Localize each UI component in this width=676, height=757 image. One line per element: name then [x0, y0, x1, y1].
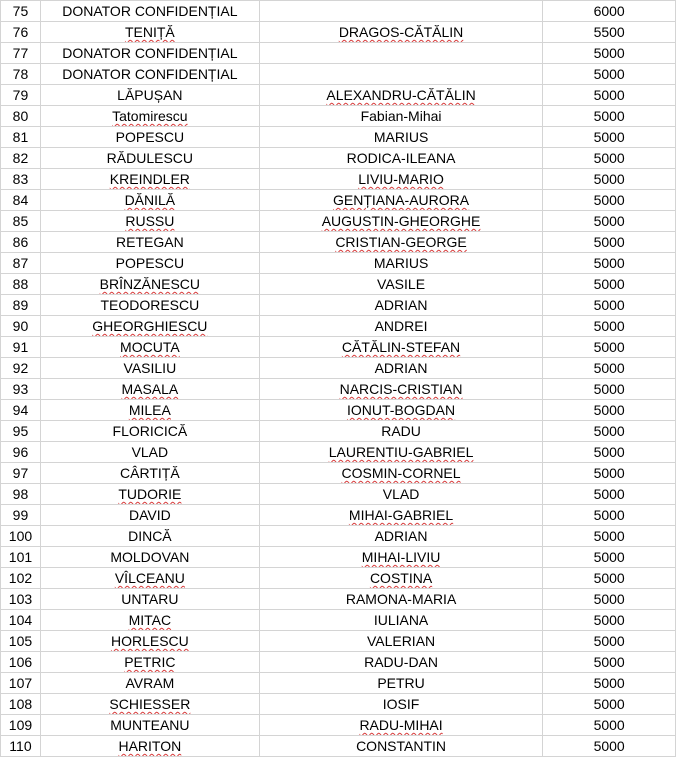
table-row [1, 337, 676, 358]
last-name-text: CÂRTIȚĂ [120, 465, 180, 481]
row-header[interactable]: 102 [1, 568, 41, 589]
table-row [1, 610, 676, 631]
first-name-text: RADU-MIHAI [359, 717, 443, 733]
cell-first-name[interactable] [259, 715, 543, 736]
last-name-text: LĂPUȘAN [117, 87, 183, 103]
table-row [1, 1, 676, 22]
cell-amount[interactable]: 5000 [543, 316, 676, 337]
table-row [1, 400, 676, 421]
cell-first-name[interactable] [259, 673, 543, 694]
table-row [1, 148, 676, 169]
table-row [1, 22, 676, 43]
last-name-text: DAVID [128, 507, 171, 523]
cell-last-name[interactable] [40, 127, 259, 148]
cell-amount[interactable]: 5000 [543, 421, 676, 442]
cell-first-name[interactable] [259, 358, 543, 379]
cell-last-name[interactable] [40, 505, 259, 526]
cell-amount[interactable]: 5000 [543, 295, 676, 316]
last-name-text: SCHIESSER [109, 696, 191, 712]
last-name-text: RETEGAN [116, 234, 184, 250]
table-row [1, 631, 676, 652]
cell-first-name[interactable] [259, 43, 543, 64]
row-header[interactable]: 99 [1, 505, 41, 526]
first-name-text: COSMIN-CORNEL [341, 465, 461, 481]
row-header[interactable]: 88 [1, 274, 41, 295]
cell-last-name[interactable] [40, 22, 259, 43]
cell-last-name[interactable] [40, 379, 259, 400]
last-name-text: TEODORESCU [100, 297, 200, 313]
cell-first-name[interactable] [259, 736, 543, 757]
row-header[interactable]: 96 [1, 442, 41, 463]
cell-first-name[interactable] [259, 127, 543, 148]
first-name-text: ADRIAN [374, 360, 428, 376]
last-name-text: VLAD [131, 444, 169, 460]
cell-last-name[interactable] [40, 526, 259, 547]
cell-first-name[interactable] [259, 295, 543, 316]
cell-amount[interactable]: 5000 [543, 505, 676, 526]
last-name-text: VÎLCEANU [114, 570, 185, 586]
first-name-text: AUGUSTIN-GHEORGHE [321, 213, 481, 229]
cell-first-name[interactable] [259, 400, 543, 421]
table-row [1, 169, 676, 190]
row-header[interactable]: 82 [1, 148, 41, 169]
cell-amount[interactable]: 5000 [543, 190, 676, 211]
table-row [1, 673, 676, 694]
last-name-text: BRÎNZĂNESCU [99, 276, 201, 292]
row-header[interactable]: 106 [1, 652, 41, 673]
row-header[interactable]: 93 [1, 379, 41, 400]
cell-last-name[interactable] [40, 547, 259, 568]
first-name-text: IOSIF [382, 696, 420, 712]
cell-first-name[interactable] [259, 463, 543, 484]
last-name-text: MITAC [128, 612, 172, 628]
cell-amount[interactable]: 5000 [543, 442, 676, 463]
cell-amount[interactable]: 5000 [543, 148, 676, 169]
first-name-text: ALEXANDRU-CĂTĂLIN [326, 87, 476, 103]
cell-last-name[interactable] [40, 211, 259, 232]
cell-last-name[interactable] [40, 568, 259, 589]
table-row [1, 379, 676, 400]
table-row [1, 190, 676, 211]
table-row [1, 547, 676, 568]
cell-first-name[interactable] [259, 274, 543, 295]
first-name-text: LAURENTIU-GABRIEL [328, 444, 474, 460]
row-header[interactable]: 92 [1, 358, 41, 379]
first-name-text: RAMONA-MARIA [345, 591, 457, 607]
cell-last-name[interactable] [40, 85, 259, 106]
cell-amount[interactable]: 5000 [543, 694, 676, 715]
first-name-text: IULIANA [373, 612, 429, 628]
row-header[interactable]: 84 [1, 190, 41, 211]
last-name-text: MOCUTA [120, 339, 180, 355]
cell-last-name[interactable] [40, 358, 259, 379]
last-name-text: FLORICICĂ [112, 423, 188, 439]
table-row [1, 358, 676, 379]
table-row [1, 652, 676, 673]
first-name-text: NARCIS-CRISTIAN [339, 381, 463, 397]
table-row [1, 484, 676, 505]
cell-amount[interactable]: 5000 [543, 610, 676, 631]
table-row [1, 295, 676, 316]
last-name-text: DONATOR CONFIDENȚIAL [62, 3, 238, 19]
last-name-text: MOLDOVAN [110, 549, 190, 565]
cell-last-name[interactable] [40, 463, 259, 484]
first-name-text: GENȚIANA-AURORA [332, 192, 470, 208]
last-name-text: GHEORGHIESCU [92, 318, 208, 334]
table-row [1, 442, 676, 463]
cell-first-name[interactable] [259, 148, 543, 169]
first-name-text: DRAGOS-CĂTĂLIN [338, 24, 464, 40]
cell-amount[interactable]: 5000 [543, 526, 676, 547]
cell-amount[interactable]: 5000 [543, 379, 676, 400]
row-header[interactable]: 108 [1, 694, 41, 715]
table-row [1, 232, 676, 253]
cell-first-name[interactable] [259, 652, 543, 673]
first-name-text: VALERIAN [366, 633, 436, 649]
cell-last-name[interactable] [40, 316, 259, 337]
cell-first-name[interactable] [259, 64, 543, 85]
last-name-text: TENIȚĂ [124, 24, 175, 40]
last-name-text: DINCĂ [128, 528, 172, 544]
table-row [1, 64, 676, 85]
last-name-text: KREINDLER [109, 171, 190, 187]
cell-amount[interactable]: 5000 [543, 64, 676, 85]
cell-last-name[interactable] [40, 295, 259, 316]
table-row [1, 106, 676, 127]
last-name-text: MASALA [121, 381, 179, 397]
cell-first-name[interactable] [259, 589, 543, 610]
last-name-text: DONATOR CONFIDENȚIAL [62, 66, 238, 82]
row-header[interactable]: 89 [1, 295, 41, 316]
cell-last-name[interactable] [40, 610, 259, 631]
first-name-text: VLAD [382, 486, 420, 502]
row-header[interactable]: 101 [1, 547, 41, 568]
row-header[interactable]: 87 [1, 253, 41, 274]
first-name-text: ADRIAN [374, 297, 428, 313]
row-header[interactable]: 90 [1, 316, 41, 337]
cell-amount[interactable]: 5000 [543, 106, 676, 127]
last-name-text: VASILIU [123, 360, 177, 376]
cell-first-name[interactable] [259, 484, 543, 505]
row-header[interactable]: 81 [1, 127, 41, 148]
last-name-text: Tatomirescu [112, 108, 188, 124]
cell-amount[interactable]: 5000 [543, 43, 676, 64]
row-header[interactable]: 103 [1, 589, 41, 610]
cell-last-name[interactable] [40, 169, 259, 190]
cell-last-name[interactable] [40, 736, 259, 757]
cell-first-name[interactable] [259, 85, 543, 106]
cell-first-name[interactable] [259, 232, 543, 253]
cell-last-name[interactable] [40, 274, 259, 295]
last-name-text: MUNTEANU [110, 717, 190, 733]
row-header[interactable]: 110 [1, 736, 41, 757]
cell-last-name[interactable] [40, 631, 259, 652]
row-header[interactable]: 77 [1, 43, 41, 64]
last-name-text: POPESCU [115, 129, 185, 145]
table-row [1, 736, 676, 757]
cell-last-name[interactable] [40, 442, 259, 463]
cell-amount[interactable]: 5000 [543, 400, 676, 421]
cell-first-name[interactable] [259, 211, 543, 232]
cell-last-name[interactable] [40, 232, 259, 253]
row-header[interactable]: 75 [1, 1, 41, 22]
last-name-text: UNTARU [121, 591, 179, 607]
first-name-text: VASILE [377, 276, 426, 292]
table-row [1, 253, 676, 274]
cell-amount[interactable]: 5000 [543, 232, 676, 253]
cell-first-name[interactable] [259, 505, 543, 526]
first-name-text: Fabian-Mihai [360, 108, 442, 124]
first-name-text: CONSTANTIN [356, 738, 447, 754]
row-header[interactable]: 91 [1, 337, 41, 358]
first-name-text: MARIUS [373, 255, 429, 271]
cell-first-name[interactable] [259, 631, 543, 652]
table-row [1, 421, 676, 442]
last-name-text: MILEA [128, 402, 171, 418]
table-row [1, 715, 676, 736]
cell-first-name[interactable] [259, 379, 543, 400]
first-name-text: MARIUS [373, 129, 429, 145]
first-name-text: COSTINA [369, 570, 433, 586]
cell-last-name[interactable] [40, 484, 259, 505]
cell-last-name[interactable] [40, 715, 259, 736]
cell-amount[interactable]: 5000 [543, 127, 676, 148]
cell-first-name[interactable] [259, 337, 543, 358]
table-row [1, 211, 676, 232]
first-name-text: CĂTĂLIN-STEFAN [341, 339, 461, 355]
cell-last-name[interactable] [40, 1, 259, 22]
cell-last-name[interactable] [40, 337, 259, 358]
cell-first-name[interactable] [259, 22, 543, 43]
cell-first-name[interactable] [259, 421, 543, 442]
table-row [1, 274, 676, 295]
table-row [1, 526, 676, 547]
row-header[interactable]: 83 [1, 169, 41, 190]
cell-amount[interactable]: 5000 [543, 736, 676, 757]
table-row [1, 316, 676, 337]
row-header[interactable]: 78 [1, 64, 41, 85]
table-row [1, 589, 676, 610]
last-name-text: DĂNILĂ [124, 192, 176, 208]
cell-first-name[interactable] [259, 169, 543, 190]
cell-last-name[interactable] [40, 652, 259, 673]
cell-amount[interactable]: 5000 [543, 274, 676, 295]
first-name-text: RODICA-ILEANA [346, 150, 456, 166]
row-header[interactable]: 76 [1, 22, 41, 43]
cell-amount[interactable]: 5000 [543, 358, 676, 379]
cell-first-name[interactable] [259, 568, 543, 589]
row-header[interactable]: 105 [1, 631, 41, 652]
cell-last-name[interactable] [40, 673, 259, 694]
row-header[interactable]: 80 [1, 106, 41, 127]
first-name-text: MIHAI-LIVIU [361, 549, 441, 565]
cell-first-name[interactable] [259, 190, 543, 211]
row-header[interactable]: 109 [1, 715, 41, 736]
cell-last-name[interactable] [40, 589, 259, 610]
cell-amount[interactable]: 5000 [543, 715, 676, 736]
first-name-text: LIVIU-MARIO [358, 171, 444, 187]
cell-last-name[interactable] [40, 400, 259, 421]
table-row [1, 85, 676, 106]
cell-last-name[interactable] [40, 43, 259, 64]
cell-amount[interactable]: 5000 [543, 169, 676, 190]
cell-first-name[interactable] [259, 1, 543, 22]
first-name-text: PETRU [377, 675, 425, 691]
row-header[interactable]: 104 [1, 610, 41, 631]
cell-amount[interactable]: 5000 [543, 652, 676, 673]
row-header[interactable]: 79 [1, 85, 41, 106]
cell-amount[interactable]: 5000 [543, 673, 676, 694]
cell-last-name[interactable] [40, 694, 259, 715]
cell-amount[interactable]: 5000 [543, 547, 676, 568]
last-name-text: AVRAM [125, 675, 175, 691]
cell-last-name[interactable] [40, 148, 259, 169]
row-header[interactable]: 98 [1, 484, 41, 505]
cell-first-name[interactable] [259, 316, 543, 337]
table-row [1, 127, 676, 148]
cell-first-name[interactable] [259, 106, 543, 127]
last-name-text: RUSSU [125, 213, 175, 229]
cell-last-name[interactable] [40, 421, 259, 442]
last-name-text: RĂDULESCU [106, 150, 194, 166]
cell-amount[interactable]: 5000 [543, 631, 676, 652]
first-name-text: RADU [381, 423, 421, 439]
cell-amount[interactable]: 5000 [543, 211, 676, 232]
cell-amount[interactable]: 5000 [543, 337, 676, 358]
row-header[interactable]: 97 [1, 463, 41, 484]
table-row [1, 694, 676, 715]
cell-first-name[interactable] [259, 610, 543, 631]
last-name-text: HORLESCU [110, 633, 189, 649]
table-row [1, 568, 676, 589]
cell-last-name[interactable] [40, 64, 259, 85]
row-header[interactable]: 107 [1, 673, 41, 694]
first-name-text: IONUT-BOGDAN [346, 402, 456, 418]
table-row [1, 505, 676, 526]
row-header[interactable]: 86 [1, 232, 41, 253]
cell-amount[interactable]: 5500 [543, 22, 676, 43]
row-header[interactable]: 85 [1, 211, 41, 232]
cell-amount[interactable]: 5000 [543, 85, 676, 106]
row-header[interactable]: 95 [1, 421, 41, 442]
cell-first-name[interactable] [259, 694, 543, 715]
cell-first-name[interactable] [259, 442, 543, 463]
first-name-text: MIHAI-GABRIEL [348, 507, 454, 523]
cell-amount[interactable]: 6000 [543, 1, 676, 22]
cell-first-name[interactable] [259, 253, 543, 274]
cell-first-name[interactable] [259, 526, 543, 547]
cell-amount[interactable]: 5000 [543, 253, 676, 274]
cell-last-name[interactable] [40, 106, 259, 127]
cell-first-name[interactable] [259, 547, 543, 568]
row-header[interactable]: 100 [1, 526, 41, 547]
first-name-text: RADU-DAN [364, 654, 438, 670]
cell-amount[interactable]: 5000 [543, 568, 676, 589]
first-name-text: ANDREI [374, 318, 428, 334]
cell-amount[interactable]: 5000 [543, 463, 676, 484]
last-name-text: PETRIC [124, 654, 176, 670]
cell-last-name[interactable] [40, 190, 259, 211]
cell-last-name[interactable] [40, 253, 259, 274]
cell-amount[interactable]: 5000 [543, 589, 676, 610]
row-header[interactable]: 94 [1, 400, 41, 421]
table-row [1, 463, 676, 484]
table-row [1, 43, 676, 64]
first-name-text: CRISTIAN-GEORGE [335, 234, 467, 250]
first-name-text: ADRIAN [374, 528, 428, 544]
last-name-text: DONATOR CONFIDENȚIAL [62, 45, 238, 61]
last-name-text: HARITON [118, 738, 182, 754]
last-name-text: POPESCU [115, 255, 185, 271]
cell-amount[interactable]: 5000 [543, 484, 676, 505]
last-name-text: TUDORIE [118, 486, 182, 502]
